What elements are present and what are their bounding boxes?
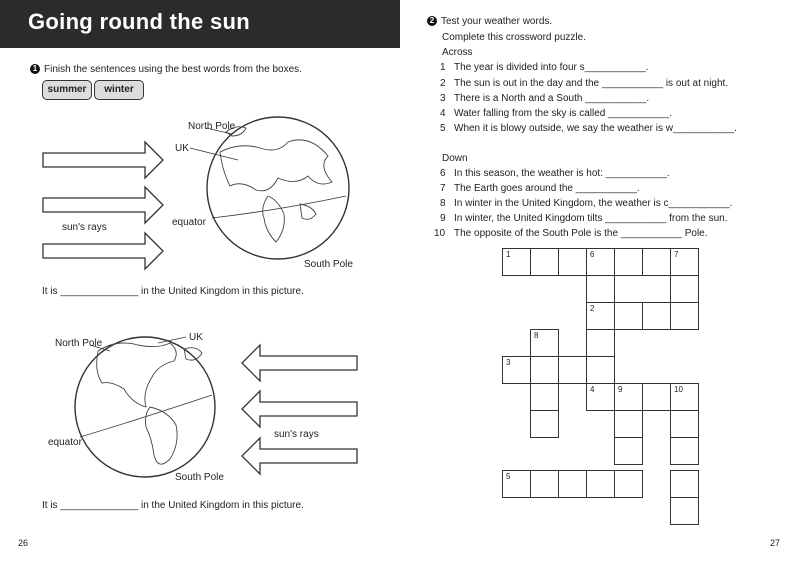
- crossword-cell[interactable]: 3: [502, 356, 531, 384]
- crossword-cell[interactable]: [586, 356, 615, 384]
- crossword-cell[interactable]: 2: [586, 302, 615, 330]
- diagram1-north-pole-label: North Pole: [188, 121, 236, 132]
- crossword-cell[interactable]: [614, 248, 643, 276]
- diagram1-suns-rays-label: sun's rays: [62, 222, 107, 233]
- crossword-cell[interactable]: [586, 275, 615, 303]
- crossword-cell[interactable]: [530, 356, 559, 384]
- crossword-cell[interactable]: [586, 470, 615, 498]
- q2-instruction: Complete this crossword puzzle.: [442, 32, 586, 43]
- word-box-winter: winter: [94, 80, 144, 100]
- across-clue: 2 The sun is out in the day and the ___________ is out at night.: [440, 78, 729, 89]
- crossword-cell[interactable]: [558, 248, 587, 276]
- crossword-cell[interactable]: [670, 437, 699, 465]
- down-clue: 8 In winter in the United Kingdom, the weather is c___________.: [440, 198, 733, 209]
- crossword-cell[interactable]: [642, 248, 671, 276]
- diagram2-sentence: It is ______________ in the United Kingdom in this picture.: [42, 500, 304, 511]
- crossword-cell[interactable]: [642, 302, 671, 330]
- crossword-cell[interactable]: [614, 302, 643, 330]
- down-heading: Down: [442, 153, 468, 164]
- crossword-cell[interactable]: 10: [670, 383, 699, 411]
- crossword-cell[interactable]: [558, 356, 587, 384]
- diagram1-equator-label: equator: [172, 217, 206, 228]
- crossword-cell[interactable]: [670, 497, 699, 525]
- crossword-cell[interactable]: 1: [502, 248, 531, 276]
- crossword-cell[interactable]: [530, 410, 559, 438]
- diagram2-equator-label: equator: [48, 437, 82, 448]
- crossword-cell[interactable]: [614, 470, 643, 498]
- crossword-cell[interactable]: 8: [530, 329, 559, 357]
- crossword-cell[interactable]: [642, 383, 671, 411]
- crossword-cell[interactable]: [558, 470, 587, 498]
- crossword-cell[interactable]: 7: [670, 248, 699, 276]
- diagram2-uk-label: UK: [189, 332, 203, 343]
- crossword-cell[interactable]: 6: [586, 248, 615, 276]
- diagram1-south-pole-label: South Pole: [304, 259, 353, 270]
- across-clue: 4 Water falling from the sky is called ___________.: [440, 108, 673, 119]
- crossword-cell[interactable]: [670, 410, 699, 438]
- crossword-cell[interactable]: [530, 383, 559, 411]
- crossword-cell[interactable]: [530, 470, 559, 498]
- across-heading: Across: [442, 47, 473, 58]
- page-number-left: 26: [18, 538, 29, 548]
- diagram2-south-pole-label: South Pole: [175, 472, 224, 483]
- down-clue: 7 The Earth goes around the ___________.: [440, 183, 640, 194]
- crossword-cell[interactable]: [670, 275, 699, 303]
- across-clue: 1 The year is divided into four s___________.: [440, 62, 649, 73]
- page-title: Going round the sun: [28, 9, 251, 34]
- q1-instruction: Finish the sentences using the best words from the boxes.: [44, 64, 302, 75]
- down-clue: 9 In winter, the United Kingdom tilts ___________ from the sun.: [440, 213, 728, 224]
- crossword-cell[interactable]: [670, 302, 699, 330]
- q2-number: 2: [427, 16, 437, 26]
- diagram1-uk-label: UK: [175, 143, 189, 154]
- diagram2-suns-rays-label: sun's rays: [274, 429, 319, 440]
- down-clue: 10 The opposite of the South Pole is the ___________ Pole.: [434, 228, 708, 239]
- crossword-cell[interactable]: 5: [502, 470, 531, 498]
- word-box-summer: summer: [42, 80, 92, 100]
- crossword-cell[interactable]: [670, 470, 699, 498]
- crossword-cell[interactable]: [530, 248, 559, 276]
- crossword-cell[interactable]: [614, 437, 643, 465]
- down-clue: 6 In this season, the weather is hot: ___________.: [440, 168, 670, 179]
- crossword-cell[interactable]: [586, 329, 615, 357]
- diagram2-north-pole-label: North Pole: [55, 338, 103, 349]
- across-clue: 3 There is a North and a South ___________.: [440, 93, 650, 104]
- q2-title: Test your weather words.: [441, 16, 553, 27]
- q1-number: 1: [30, 64, 40, 74]
- crossword-cell[interactable]: [614, 410, 643, 438]
- crossword-cell[interactable]: 4: [586, 383, 615, 411]
- page-number-right: 27: [770, 538, 781, 548]
- diagram1-sentence: It is ______________ in the United Kingdom in this picture.: [42, 286, 304, 297]
- crossword-cell[interactable]: 9: [614, 383, 643, 411]
- across-clue: 5 When it is blowy outside, we say the weather is w___________.: [440, 123, 737, 134]
